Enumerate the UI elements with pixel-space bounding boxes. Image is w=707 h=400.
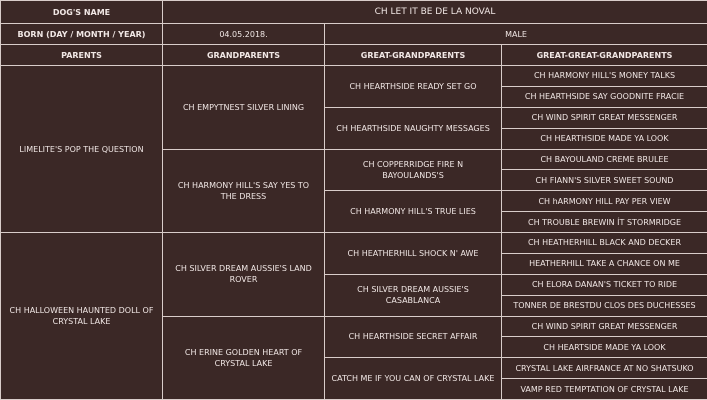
great-grandparent: CH COPPERRIDGE FIRE N BAYOULANDS'S (325, 149, 502, 191)
great-grandparent: CATCH ME IF YOU CAN OF CRYSTAL LAKE (325, 358, 502, 400)
great-grandparent: CH HARMONY HILL'S TRUE LIES (325, 191, 502, 233)
great-great-grandparent: CH WIND SPIRIT GREAT MESSENGER (502, 316, 707, 337)
pedigree-row (1, 66, 707, 87)
great-great-grandparent: HEATHERHILL TAKE A CHANCE ON ME (502, 253, 707, 274)
great-great-grandparent: CH FIANN'S SILVER SWEET SOUND (502, 170, 707, 191)
great-great-grandparent: CH HEATHERHILL BLACK AND DECKER (502, 233, 707, 254)
born-date-value: 04.05.2018. (163, 24, 325, 45)
great-great-grandparent: CH HEARTSIDE MADE YA LOOK (502, 337, 707, 358)
great-great-grandparent: CH TROUBLE BREWIN ÍT STORMRIDGE (502, 212, 707, 233)
parent-sire: LIMELITE'S POP THE QUESTION (1, 66, 163, 233)
great-great-grandparent: CH WIND SPIRIT GREAT MESSENGER (502, 107, 707, 128)
grandparents-header: GRANDPARENTS (163, 45, 325, 66)
grandparent: CH SILVER DREAM AUSSIE'S LAND ROVER (163, 233, 325, 317)
dog-name-label: DOG'S NAME (1, 1, 163, 24)
great-great-grandparent: CH HEARTHSIDE MADE YA LOOK (502, 128, 707, 149)
great-grandparent: CH HEARTHSIDE NAUGHTY MESSAGES (325, 107, 502, 149)
column-header-row (1, 45, 707, 66)
great-grandparent: CH HEARTHSIDE READY SET GO (325, 66, 502, 108)
great-great-grandparent: CH HARMONY HILL'S MONEY TALKS (502, 66, 707, 87)
parent-dam: CH HALLOWEEN HAUNTED DOLL OF CRYSTAL LAKE (1, 233, 163, 400)
great-great-grandparent: CH ELORA DANAN'S TICKET TO RIDE (502, 274, 707, 295)
grandparent: CH EMPYTNEST SILVER LINING (163, 66, 325, 150)
grandparent: CH ERINE GOLDEN HEART OF CRYSTAL LAKE (163, 316, 325, 400)
great-grandparent: CH HEATHERHILL SHOCK N' AWE (325, 233, 502, 275)
great-grandparents-header: GREAT-GRANDPARENTS (325, 45, 502, 66)
great-great-grandparent: CH HEARTHSIDE SAY GOODNITE FRACIE (502, 86, 707, 107)
pedigree-row (1, 233, 707, 254)
parents-header: PARENTS (1, 45, 163, 66)
dog-name-value: CH LET IT BE DE LA NOVAL (163, 1, 707, 24)
great-great-grandparent: CRYSTAL LAKE AIRFRANCE AT NO SHATSUKO (502, 358, 707, 379)
dog-name-row (1, 1, 707, 24)
great-great-grandparent: CH BAYOULAND CREME BRULEE (502, 149, 707, 170)
born-row (1, 24, 707, 45)
great-grandparent: CH HEARTHSIDE SECRET AFFAIR (325, 316, 502, 358)
great-grandparent: CH SILVER DREAM AUSSIE'S CASABLANCA (325, 274, 502, 316)
great-great-grandparents-header: GREAT-GREAT-GRANDPARENTS (502, 45, 707, 66)
great-great-grandparent: VAMP RED TEMPTATION OF CRYSTAL LAKE (502, 379, 707, 400)
great-great-grandparent: TONNER DE BRESTDU CLOS DES DUCHESSES (502, 295, 707, 316)
born-label: BORN (DAY / MONTH / YEAR) (1, 24, 163, 45)
great-great-grandparent: CH hARMONY HILL PAY PER VIEW (502, 191, 707, 212)
grandparent: CH HARMONY HILL'S SAY YES TO THE DRESS (163, 149, 325, 233)
sex-value: MALE (325, 24, 707, 45)
